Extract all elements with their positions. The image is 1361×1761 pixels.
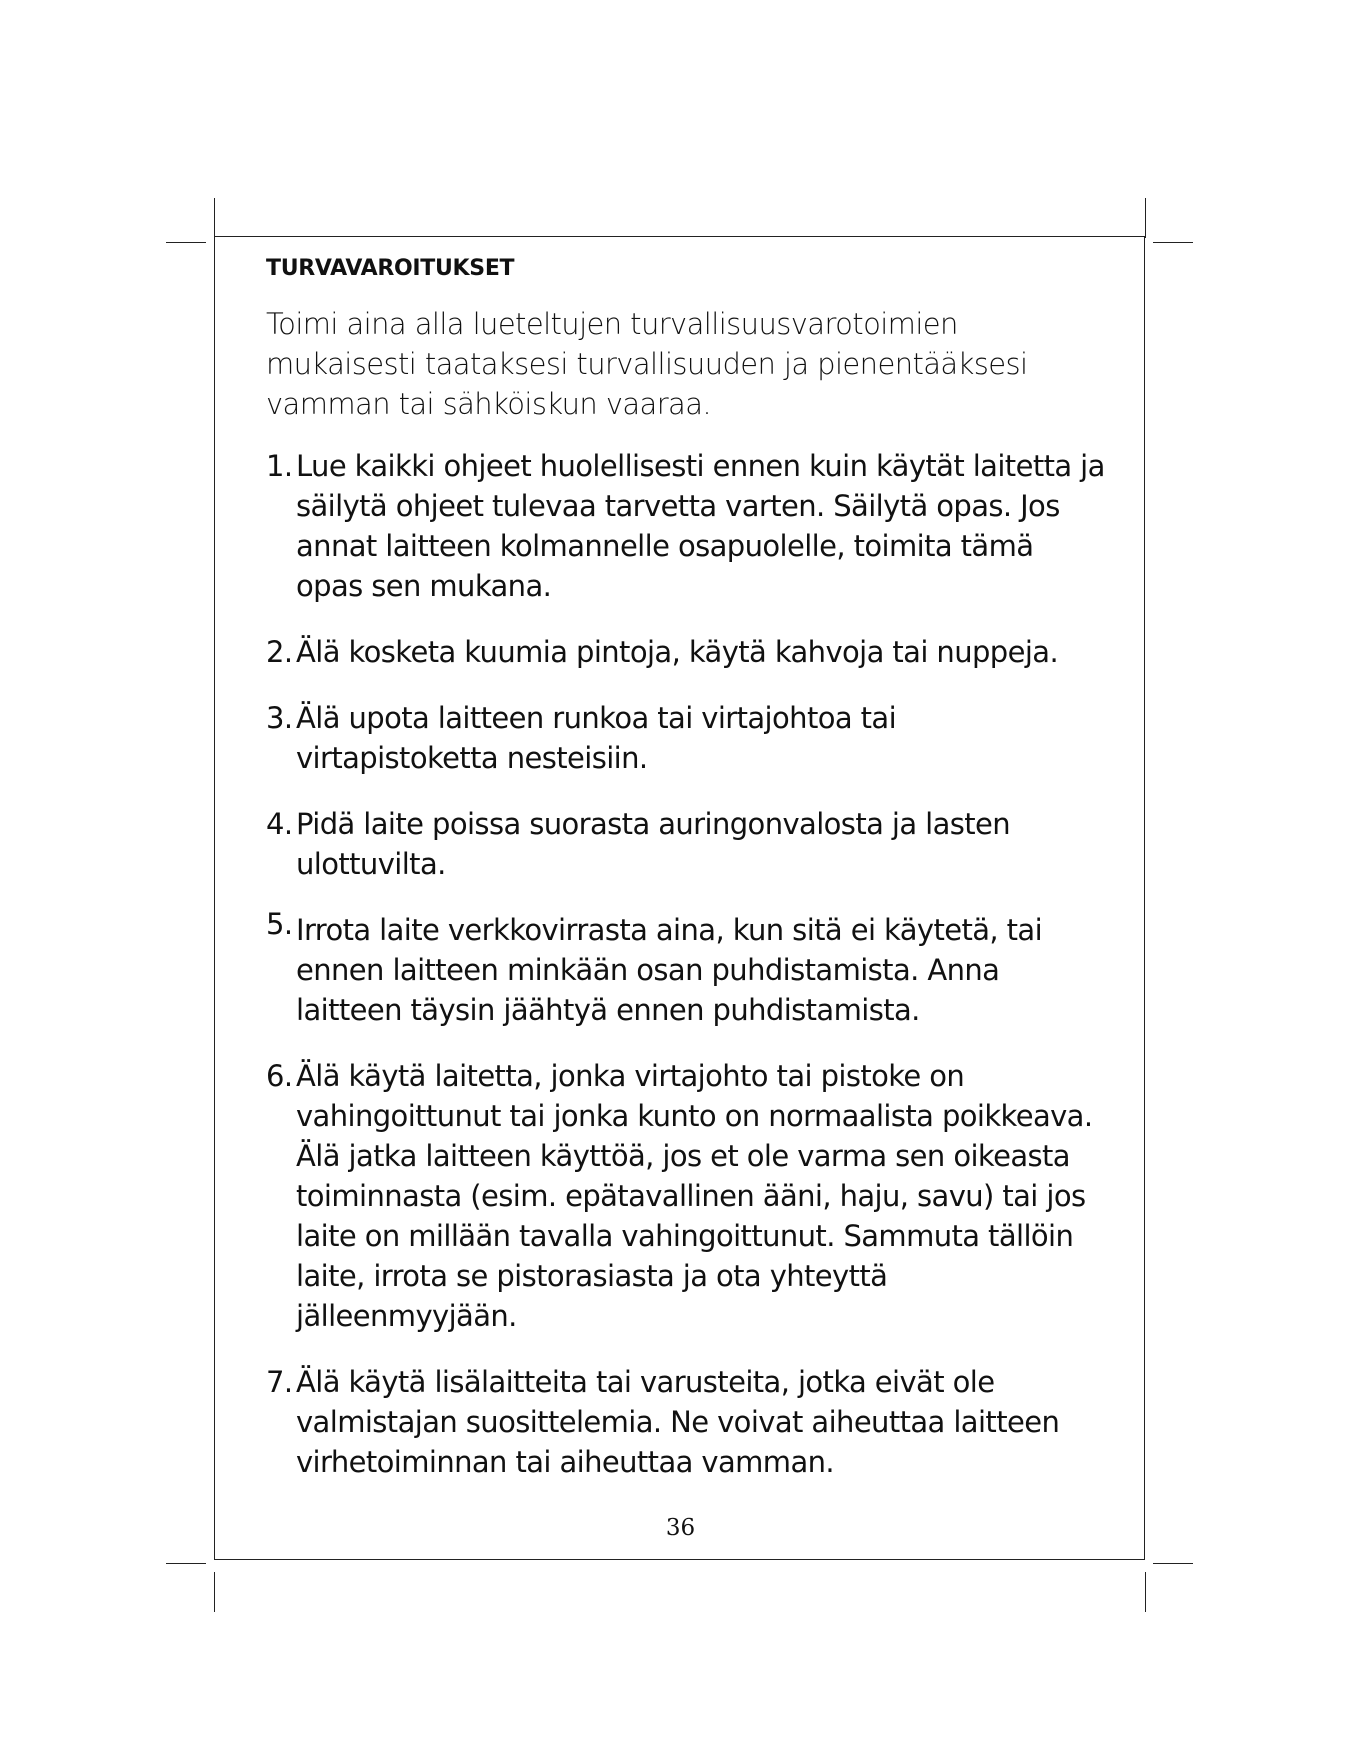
list-item-number: 1. bbox=[266, 449, 293, 483]
list-item-text: Älä käytä lisälaitteita tai varusteita, jotka eivät ole valmistajan suosittelemia. Ne voivat aiheuttaa laitteen virhetoiminnan tai aiheuttaa vamman. bbox=[296, 1365, 1060, 1479]
crop-mark-top-right-horizontal bbox=[1153, 242, 1193, 243]
page-number: 36 bbox=[665, 1515, 696, 1541]
list-item-text: Älä upota laitteen runkoa tai virtajohtoa tai virtapistoketta nesteisiin. bbox=[296, 701, 897, 775]
list-item bbox=[266, 446, 1106, 606]
list-item-text: Lue kaikki ohjeet huolellisesti ennen kuin käytät laitetta ja säilytä ohjeet tulevaa tarvetta varten. Säilytä opas. Jos annat laitteen kolmannelle osapuolelle, toimita tämä opas sen mukana. bbox=[296, 449, 1105, 603]
crop-mark-top-left-vertical bbox=[214, 198, 215, 238]
crop-mark-bottom-right-vertical bbox=[1145, 1572, 1146, 1612]
list-item bbox=[266, 1362, 1106, 1482]
page-title: TURVAVAROITUKSET bbox=[266, 256, 515, 281]
list-item-number: 4. bbox=[266, 807, 293, 841]
list-item-number: 3. bbox=[266, 701, 293, 735]
list-item bbox=[266, 804, 1106, 884]
list-item-text: Irrota laite verkkovirrasta aina, kun sitä ei käytetä, tai ennen laitteen minkään osan puhdistamista. Anna laitteen täysin jäähtyä ennen puhdistamista. bbox=[296, 913, 1043, 1027]
crop-mark-bottom-right-horizontal bbox=[1153, 1563, 1193, 1564]
list-item-number: 7. bbox=[266, 1365, 293, 1399]
page-content bbox=[266, 252, 1106, 1508]
crop-mark-top-left-horizontal bbox=[166, 242, 206, 243]
list-item-text: Älä kosketa kuumia pintoja, käytä kahvoja tai nuppeja. bbox=[296, 635, 1059, 669]
list-item bbox=[266, 632, 1106, 672]
crop-mark-top-right-vertical bbox=[1145, 198, 1146, 238]
list-item-text: Pidä laite poissa suorasta auringonvalosta ja lasten ulottuvilta. bbox=[296, 807, 1011, 881]
crop-mark-bottom-left-horizontal bbox=[166, 1563, 206, 1564]
list-item-number: 5. bbox=[266, 907, 293, 941]
list-item bbox=[266, 1056, 1106, 1336]
list-item-number: 2. bbox=[266, 635, 293, 669]
crop-mark-bottom-left-vertical bbox=[214, 1572, 215, 1612]
safety-list bbox=[266, 446, 1106, 1482]
list-item bbox=[266, 698, 1106, 778]
list-item-number: 6. bbox=[266, 1059, 293, 1093]
list-item-text: Älä käytä laitetta, jonka virtajohto tai pistoke on vahingoittunut tai jonka kunto on normaalista poikkeava. Älä jatka laitteen käyttöä, jos et ole varma sen oikeasta toiminnasta (esim. epätavallinen ääni, haju, savu) tai jos laite on millään tavalla vahingoittunut. Sammuta tällöin laite, irrota se pistorasiasta ja ota yhteyttä jälleenmyyjään. bbox=[296, 1059, 1093, 1333]
intro-paragraph: Toimi aina alla lueteltujen turvallisuusvarotoimien mukaisesti taataksesi turvallisuuden ja pienentääksesi vamman tai sähköiskun vaaraa. bbox=[266, 307, 1028, 421]
list-item bbox=[266, 907, 1106, 1030]
